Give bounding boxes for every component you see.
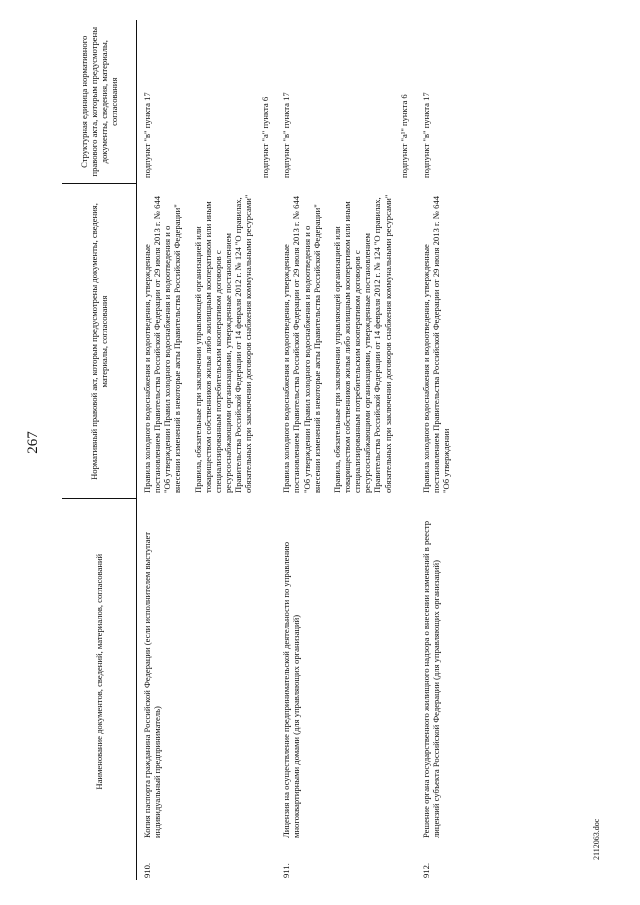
table-header-row [62,20,137,880]
structural-unit-cell [416,20,457,184]
header-legal-act: Нормативный правовой акт, которым предусмотрены документы, сведения, материалы, согласования [62,184,137,499]
legal-act-cell [276,184,415,499]
table-row [276,20,415,880]
legal-act-text: Правила холодного водоснабжения и водоотведения, утвержденные постановлением Правительства Российской Федерации от 29 июля 2013 г. № 644 "Об утверждении Правил холодного водоснабжения и водоотведения и о внесении изменений в некоторые акты Правительства Российской Федерации" [281,195,322,493]
table-row [137,20,277,880]
document-name: Лицензия на осуществление предпринимательской деятельности по управлению многоквартирными домами (для управляющих организаций) [281,541,302,838]
table-row [416,20,457,880]
legal-act-text: Правила, обязательные при заключении управляющей организацией или товариществом собственников жилья либо жилищным кооперативом или иным специализированным потребительским кооперативом договоров с ресурсоснабжающими организациями, утвержденные постановлением Правительства Российской Федерации от 14 февраля 2012 г. № 124 "О правилах, обязательных при заключении договоров снабжения коммунальными ресурсами" [192,194,254,493]
structural-unit-text: подпункт "а¹" пункта 6 [399,94,410,178]
structural-unit-text: подпункт "в" пункта 17 [142,92,152,178]
document-name: Решение органа государственного жилищного надзора о внесении изменений в реестр лицензий субъекта Российской Федерации (для управляющих организаций) [420,520,441,838]
structural-unit-text: подпункт "в" пункта 17 [420,92,431,178]
legal-act-text: Правила холодного водоснабжения и водоотведения, утвержденные постановлением Правительства Российской Федерации от 29 июля 2013 г. № 644 "Об утверждении [420,195,451,493]
structural-unit-cell [276,20,415,184]
row-number: 912. [420,862,431,878]
legal-act-text: Правила холодного водоснабжения и водоотведения, утвержденные постановлением Правительства Российской Федерации от 29 июля 2013 г. № 644 "Об утверждении Правил холодного водоснабжения и водоотведения и о внесении изменений в некоторые акты Правительства Российской Федерации" [142,195,183,493]
header-structural-unit: Структурная единица нормативного правового акта, которым предусмотрены документы, сведения, материалы, согласования [62,20,137,184]
document-name: Копия паспорта гражданина Российской Федерации (если исполнителем выступает индивидуальный предприниматель) [142,531,163,838]
row-number: 911. [281,863,292,878]
header-number [62,844,137,880]
rotated-table-container [62,20,627,880]
structural-unit-text: подпункт "а" пункта 6 [260,96,271,178]
page-number: 267 [24,431,41,454]
documents-table [62,20,457,880]
row-number: 910. [142,862,152,878]
header-document-name: Наименование документов, сведений, материалов, согласований [62,499,137,844]
structural-unit-cell [137,20,277,184]
structural-unit-text: подпункт "в" пункта 17 [281,92,292,178]
legal-act-text: Правила, обязательные при заключении управляющей организацией или товариществом собственников жилья либо жилищным кооперативом или иным специализированным потребительским кооперативом договоров с ресурсоснабжающими организациями, утвержденные постановлением Правительства Российской Федерации от 14 февраля 2012 г. № 124 "О правилах, обязательных при заключении договоров снабжения коммунальными ресурсами" [331,194,393,493]
legal-act-cell [416,184,457,499]
footer-document-code: 2112063.doc [592,818,601,860]
legal-act-cell [137,184,277,499]
